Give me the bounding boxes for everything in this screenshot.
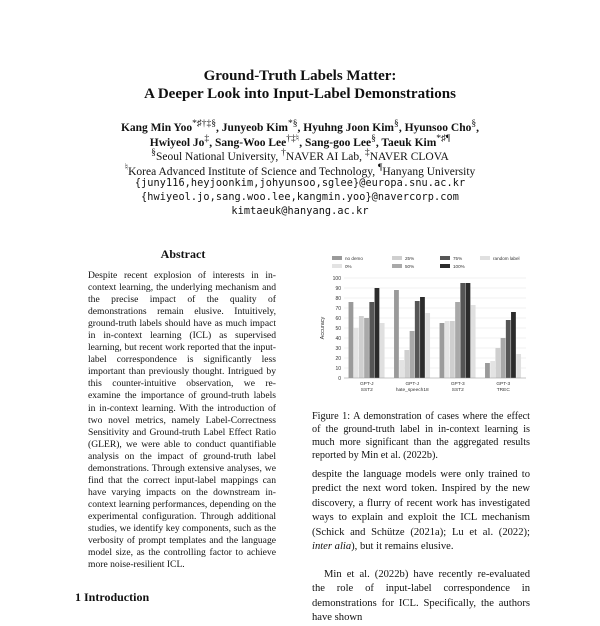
legend-swatch	[440, 256, 450, 260]
bar	[410, 331, 415, 378]
y-tick-label: 80	[335, 295, 341, 302]
y-tick-label: 50	[335, 325, 341, 332]
bar	[415, 301, 420, 378]
bar	[394, 290, 399, 378]
y-tick-label: 30	[335, 345, 341, 352]
bar	[460, 283, 465, 378]
y-tick-label: 40	[335, 335, 341, 342]
section-heading-introduction: 1 Introduction	[75, 590, 150, 604]
legend-label: 100%	[453, 264, 465, 270]
affiliation-line1: §Seoul National University, †NAVER AI Lab, ‡NAVER CLOVA	[151, 147, 449, 163]
authors-line2: Hwiyeol Jo‡, Sang-Woo Lee†‡♮, Sang-goo Lee§, Taeuk Kim*♯¶	[149, 132, 451, 149]
legend-label: random label	[493, 256, 520, 262]
y-tick-label: 90	[335, 285, 341, 292]
legend-label: 0%	[345, 264, 352, 270]
abstract-text: Despite recent explosion of interests in in-context learning, the underlying mechanism and the precise impact of the quality of demonstrations remain elusive. Intuitively, ground-truth labels should have as much impact in in-context learning (ICL) as supervised learning, but recent work reported that the input-label correspondence is significantly less important than previously thought. Intrigued by this counter-intuitive observation, we re-examine the importance of ground-truth labels in in-context learning. With the introduction of two novel metrics, namely Label-Correctness Sensitivity and Ground-truth Label Effect Ratio (GLER), we were able to conduct quantifiable analysis on the impact of ground-truth label demonstrations. Through extensive analyses, we find that the correct input-label mappings can have varying impacts on the downstream in-context learning performances, depending on the experimental configuration. Through additional studies, we identify key components, such as the verbosity of prompt templates and the language model size, as the controlling factor to achieve more noise-resilient ICL.	[88, 270, 276, 571]
bar	[399, 360, 404, 378]
bar	[359, 316, 364, 378]
abstract-heading: Abstract	[160, 247, 206, 261]
bar	[516, 354, 521, 378]
x-tick-label: GPT-J	[359, 382, 374, 387]
paper-title-line2: A Deeper Look into Input-Label Demonstrations	[144, 86, 456, 102]
bar	[375, 288, 380, 378]
legend-label: 25%	[405, 256, 415, 262]
bar	[349, 302, 354, 378]
y-tick-label: 0	[338, 375, 341, 382]
legend-swatch	[440, 264, 450, 268]
y-axis-label: Accuracy	[320, 316, 326, 340]
legend-swatch	[332, 264, 342, 268]
body-paragraph-2: Min et al. (2022b) have recently re-evaluated the role of input-label correspondence in demonstrations for ICL. Specifically, the authors have shown	[312, 569, 530, 624]
bar	[485, 363, 490, 378]
x-tick-label: SST2	[451, 388, 464, 393]
y-tick-label: 20	[335, 355, 341, 362]
bar	[501, 338, 506, 378]
bar	[445, 321, 450, 378]
paper-title-line1: Ground-Truth Labels Matter:	[203, 68, 397, 84]
legend-swatch	[480, 256, 490, 260]
y-tick-label: 60	[335, 315, 341, 322]
legend-swatch	[392, 264, 402, 268]
bar	[369, 302, 374, 378]
y-tick-label: 10	[335, 365, 341, 372]
bar	[440, 323, 445, 378]
email-line1: {juny116,heyjoonkim,johyunsoo,sglee}@europa.snu.ac.kr	[134, 178, 466, 189]
bar	[495, 348, 500, 378]
x-tick-label: SST2	[360, 388, 373, 393]
y-tick-label: 70	[335, 305, 341, 312]
bar	[404, 350, 409, 378]
bar	[380, 323, 385, 378]
bar	[450, 321, 455, 378]
figure-1-chart	[312, 250, 532, 410]
legend-swatch	[332, 256, 342, 260]
bar	[455, 302, 460, 378]
bar	[354, 328, 359, 378]
bar	[506, 320, 511, 378]
bar	[490, 361, 495, 378]
body-paragraph-1: despite the language models were only trained to predict the next word token. Inspired by the new discovery, a flurry of recent work has investigated ways to explain and exploit the ICL mechanism (Schick and Schütze (2021a); Lu et al. (2022); inter alia), but it remains elusive.	[312, 469, 530, 553]
x-tick-label: GPT-3	[496, 382, 511, 387]
legend-label: 75%	[453, 256, 463, 262]
figure-1-caption: Figure 1: A demonstration of cases where the effect of the ground-truth label in in-context learning is much more significant than the aggregated results reported by Min et al. (2022b).	[312, 411, 530, 461]
x-tick-label: GPT-J	[405, 382, 420, 387]
x-tick-label: TREC	[496, 388, 510, 393]
legend-label: no demo	[345, 256, 363, 262]
email-line3: kimtaeuk@hanyang.ac.kr	[231, 206, 369, 217]
bar	[466, 283, 471, 378]
bar	[420, 297, 425, 378]
y-tick-label: 100	[332, 275, 341, 282]
x-tick-label: GPT-3	[450, 382, 465, 387]
email-line2: {hwiyeol.jo,sang.woo.lee,kangmin.yoo}@navercorp.com	[141, 192, 459, 203]
bar	[511, 312, 516, 378]
x-tick-label: hate_speech18	[395, 388, 429, 393]
authors-line1: Kang Min Yoo*♯†‡§, Junyeob Kim*§, Hyuhng Joon Kim§, Hyunsoo Cho§,	[120, 118, 480, 134]
legend-label: 50%	[405, 264, 415, 270]
bar	[471, 305, 476, 378]
bar	[364, 318, 369, 378]
bar	[425, 313, 430, 378]
legend-swatch	[392, 256, 402, 260]
affiliation-line2: ♮Korea Advanced Institute of Science and Technology, ¶Hanyang University	[124, 161, 476, 178]
